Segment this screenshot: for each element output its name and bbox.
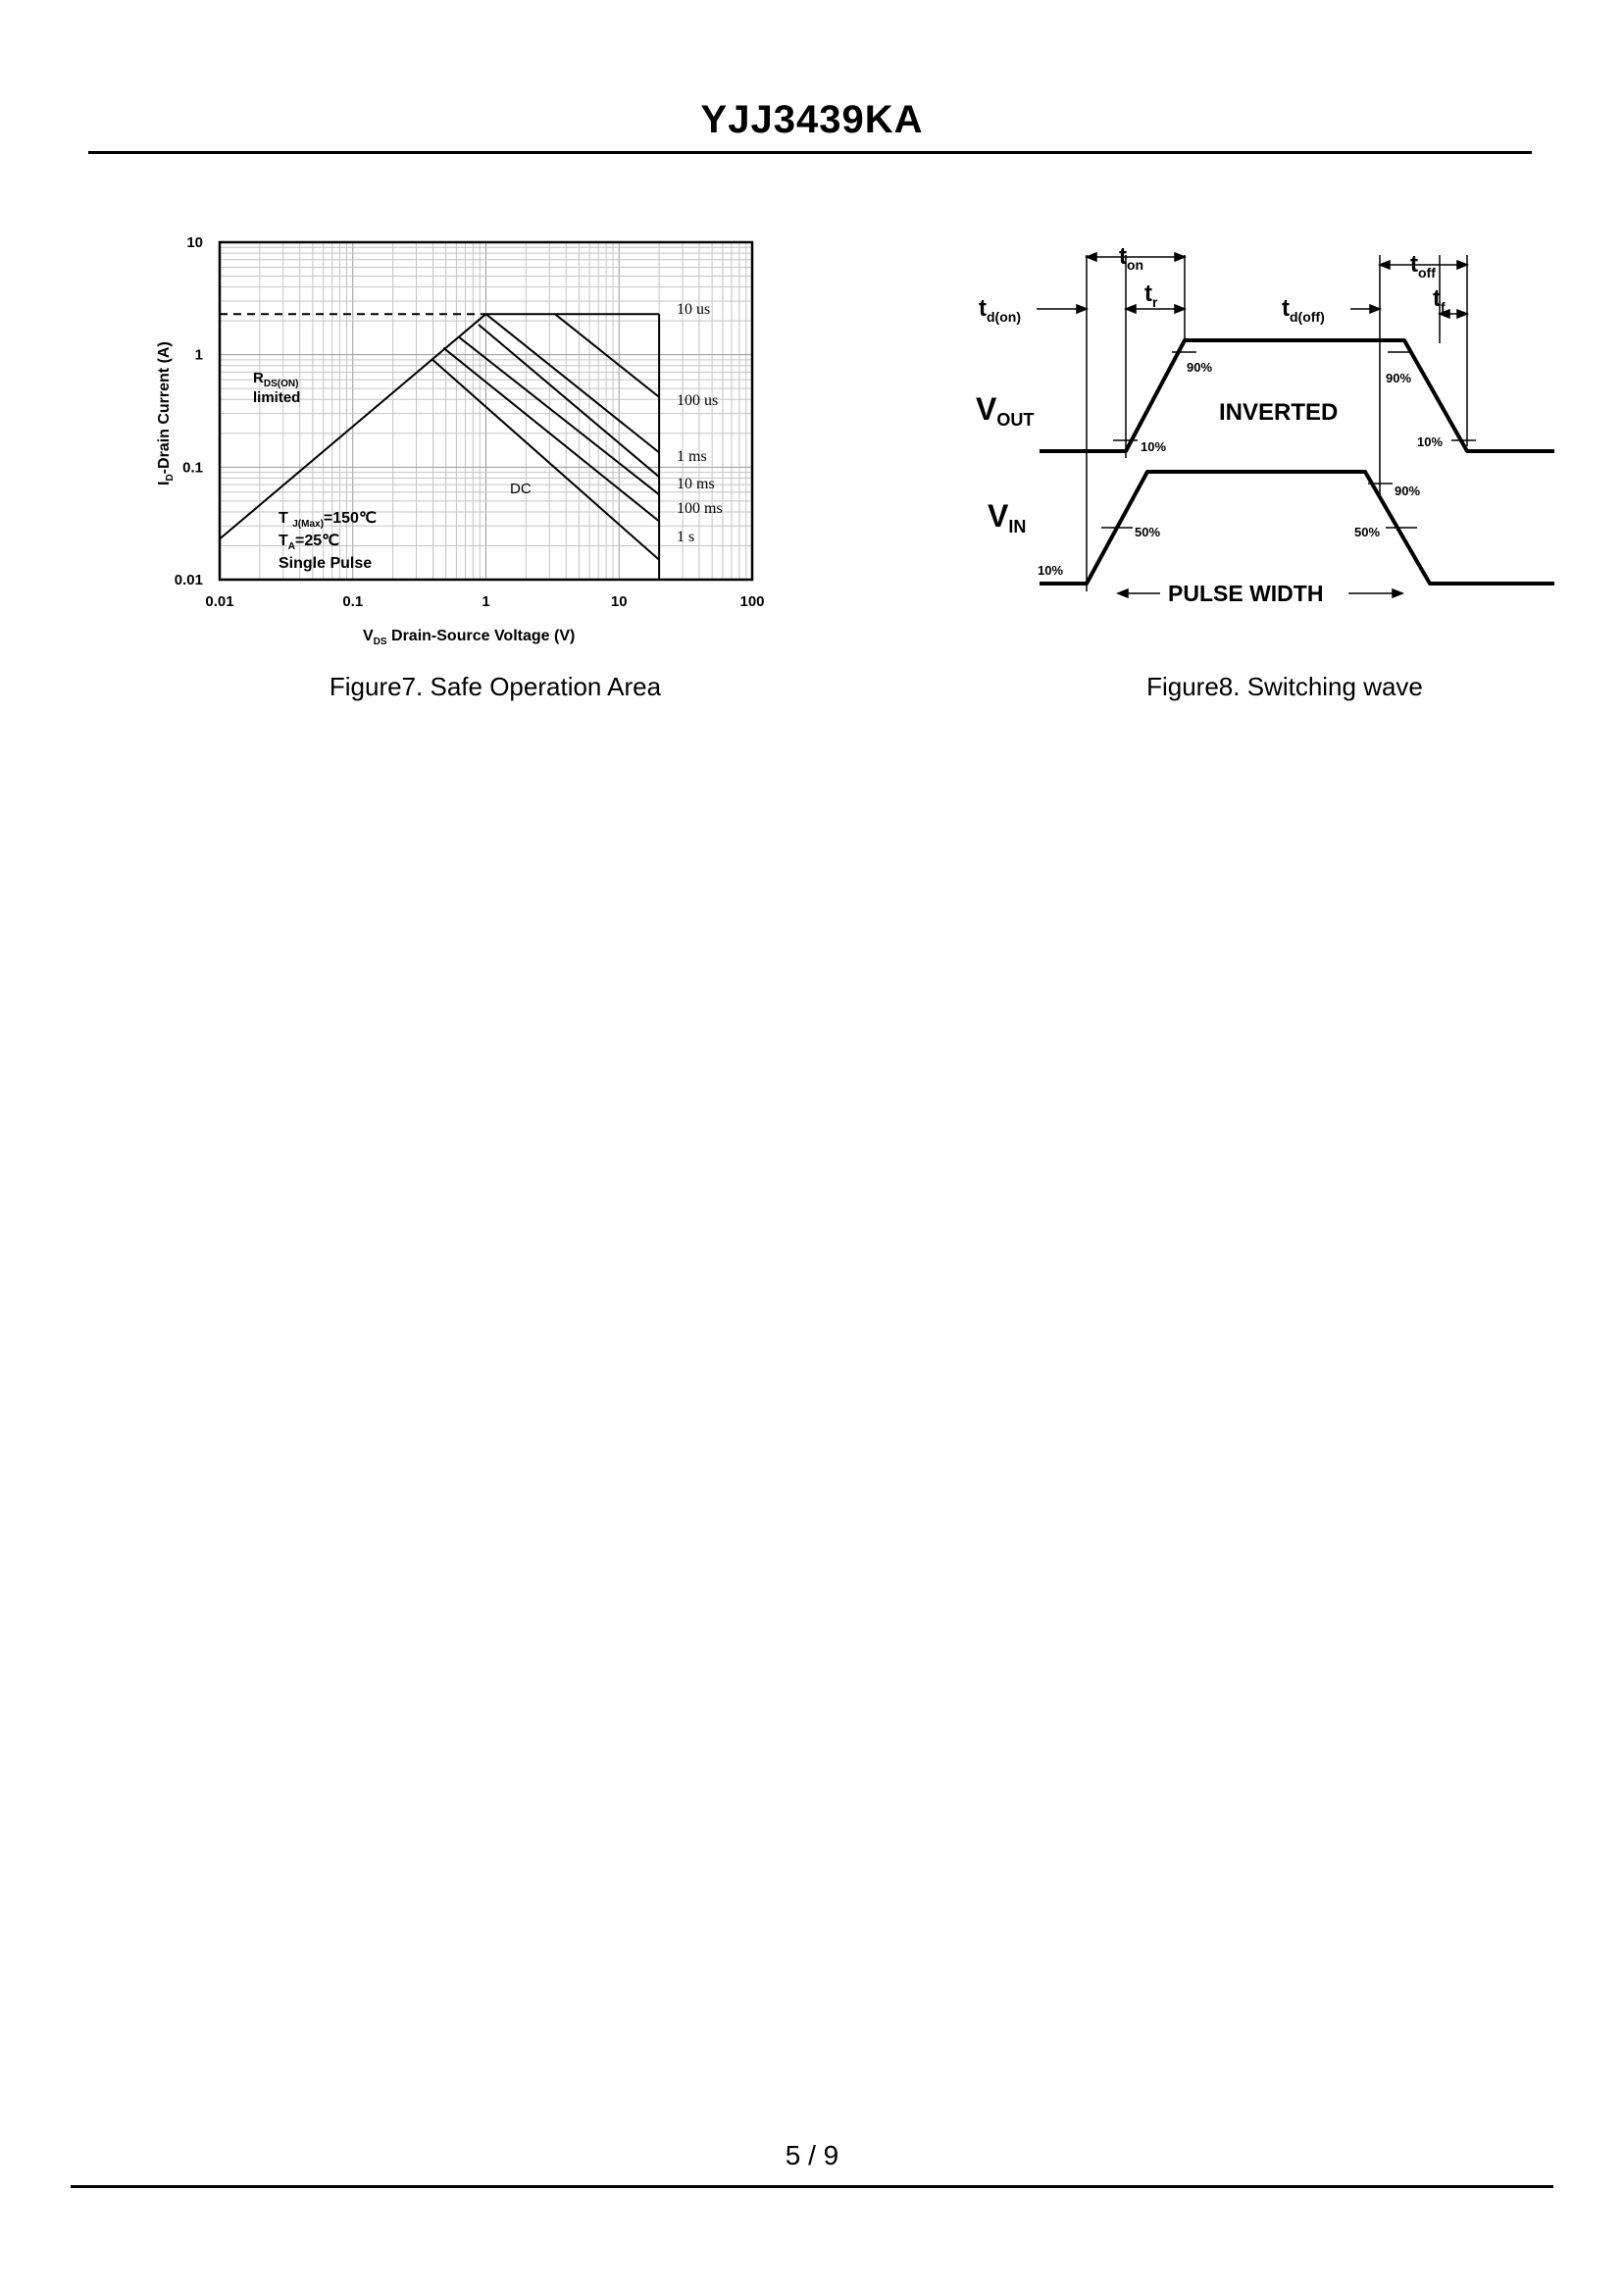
ton-label: $t_{on}$	[1119, 243, 1144, 273]
vout-rise-90-label: 90%	[1187, 360, 1213, 375]
y-axis-label: $I_D$-Drain Current (A)	[156, 341, 176, 485]
tdoff-label: $t_{d(off)}$	[1282, 295, 1325, 325]
x-tick-label: 1	[482, 593, 490, 610]
dc-label: DC	[510, 481, 532, 497]
vout-waveform	[1040, 340, 1554, 451]
footer-rule	[71, 2185, 1553, 2188]
rds-limit-label-line2: limited	[253, 389, 301, 406]
ta-condition: $T_A=25℃$	[279, 533, 340, 552]
switching-wave-diagram	[976, 230, 1564, 623]
soa-series-1-ms	[479, 325, 659, 477]
vout-fall-10-label: 10%	[1417, 434, 1444, 449]
header-rule	[88, 151, 1532, 154]
soa-series-100-ms	[443, 348, 659, 522]
vin-label: VIN	[988, 498, 1027, 536]
x-tick-label: 10	[610, 593, 628, 610]
vout-rise-10-label: 10%	[1141, 439, 1167, 454]
vout-fall-90-label: 90%	[1386, 371, 1412, 385]
vin-fall-50-label: 50%	[1354, 525, 1381, 539]
y-tick-label: 1	[194, 346, 203, 364]
rds-limit-label: $R_{DS(ON)}$	[253, 370, 299, 389]
soa-series-100-us	[486, 314, 660, 452]
series-label-10-ms: 10 ms	[677, 476, 715, 492]
figure8-caption: Figure8. Switching wave	[1146, 672, 1423, 701]
vin-rise-10-label: 10%	[1038, 563, 1064, 578]
x-tick-label: 100	[739, 593, 765, 610]
y-tick-label: 0.1	[182, 459, 203, 477]
document-title: YJJ3439KA	[700, 98, 924, 141]
soa-chart	[147, 226, 785, 657]
tdon-arrow	[1037, 305, 1087, 313]
tdon-label: $t_{d(on)}$	[979, 295, 1021, 325]
x-axis-label: $V_{DS}$ Drain-Source Voltage (V)	[363, 628, 576, 647]
y-tick-label: 10	[186, 234, 203, 251]
series-label-10-us: 10 us	[677, 301, 711, 318]
single-pulse-condition: Single Pulse	[279, 555, 373, 572]
toff-label: $t_{off}$	[1410, 251, 1436, 280]
pulse-width-label: PULSE WIDTH	[1168, 581, 1324, 606]
soa-series-10-us	[555, 314, 659, 397]
tdoff-arrow	[1350, 305, 1380, 313]
vout-label: VOUT	[976, 391, 1035, 430]
inverted-label: INVERTED	[1219, 399, 1339, 426]
tf-label: $t_f$	[1433, 285, 1446, 315]
figure7-safe-operation-area	[147, 226, 785, 657]
series-label-1-s: 1 s	[677, 529, 695, 545]
page-number: 5 / 9	[785, 2140, 839, 2170]
x-tick-label: 0.1	[342, 593, 364, 610]
series-label-1-ms: 1 ms	[677, 448, 707, 465]
tr-label: $t_r$	[1144, 280, 1158, 310]
vin-rise-50-label: 50%	[1135, 525, 1161, 539]
figure7-caption: Figure7. Safe Operation Area	[329, 672, 662, 701]
series-label-100-us: 100 us	[677, 392, 719, 409]
vin-fall-90-label: 90%	[1395, 484, 1421, 498]
tj-condition: T $_{J(Max)}$=150℃	[279, 510, 377, 530]
y-tick-label: 0.01	[174, 572, 203, 588]
x-tick-label: 0.01	[205, 593, 234, 610]
series-label-100-ms: 100 ms	[677, 500, 723, 517]
figure8-switching-wave	[976, 230, 1564, 623]
